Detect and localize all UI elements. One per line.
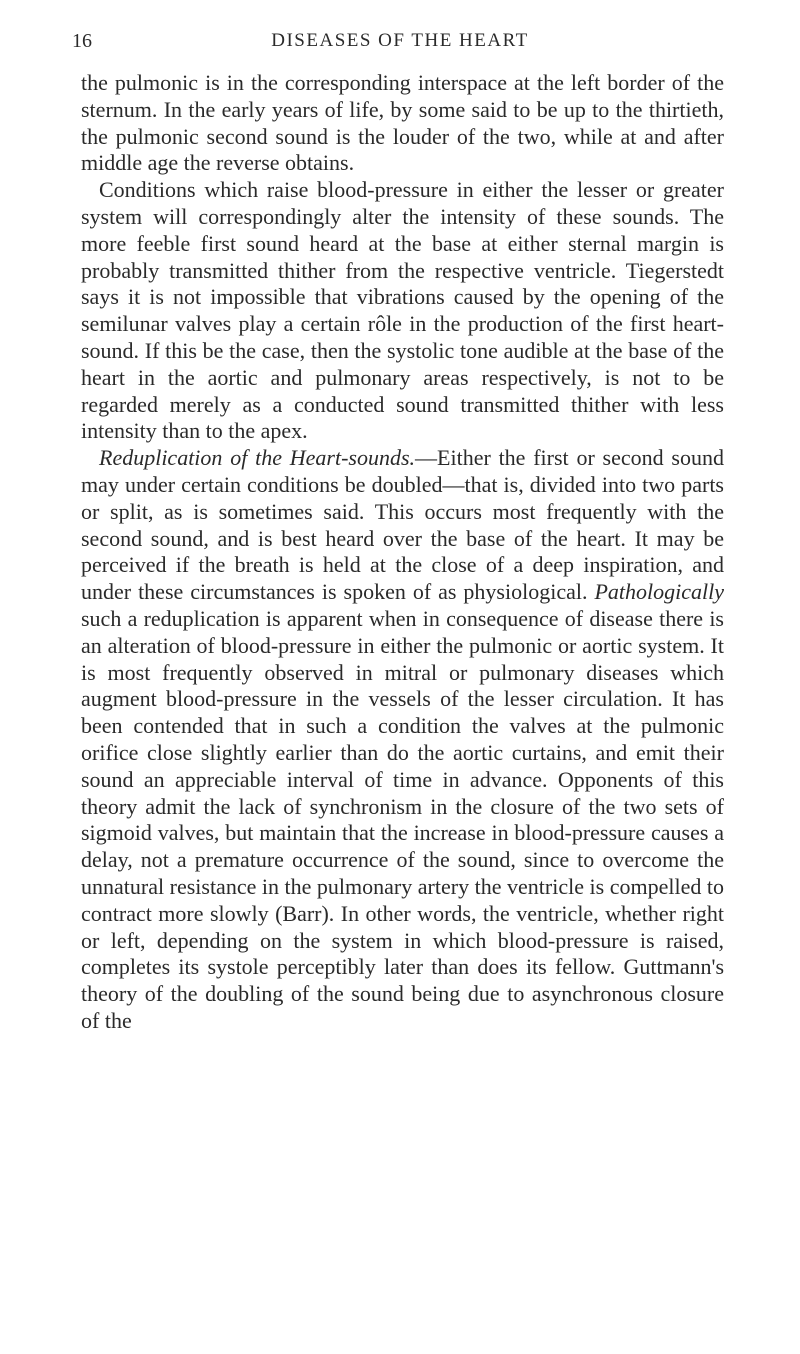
paragraph-reduplication: [81, 445, 724, 1035]
paragraph-continued: the pulmonic is in the corresponding interspace at the left border of the sternum. In the early years of life, by some said to be up to the thirtieth, the pulmonic second sound is the louder of the two, while at and after middle age the reverse obtains.: [81, 70, 724, 176]
emphasis-pathologically: Pathologically: [594, 579, 724, 605]
page-header: [72, 30, 728, 60]
section-heading-reduplication: Reduplication of the Heart-sounds.: [99, 445, 416, 471]
reduplication-text-part-2: such a reduplication is apparent when in consequence of disease there is an alteration of blood-pressure in either the pulmonic or aortic system. It is most frequently observed in mitral or pulmonary diseases which augment blood-pressure in the vessels of the lesser circulation. It has been contended that in such a condition the valves at the pulmonic orifice close slightly earlier than do the aortic curtains, and emit their sound an appreciable interval of time in advance. Opponents of this theory admit the lack of synchronism in the closure of the two sets of sigmoid valves, but maintain that the increase in blood-pressure causes a delay, not a premature occurrence of the sound, since to overcome the unnatural resistance in the pulmonary artery the ventricle is compelled to contract more slowly (Barr). In other words, the ventricle, whether right or left, depending on the system in which blood-pressure is raised, completes its systole perceptibly later than does its fellow. Guttmann's theory of the doubling of the sound being due to asynchronous closure of the: [81, 605, 724, 1033]
page-number: 16: [72, 30, 92, 52]
paragraph-blood-pressure: Conditions which raise blood-pressure in either the lesser or greater system will correspondingly alter the intensity of these sounds. The more feeble first sound heard at the base at either sternal margin is probably transmitted thither from the respective ventricle. Tiegerstedt says it is not impossible that vibrations caused by the opening of the semilunar valves play a certain rôle in the production of the first heart-sound. If this be the case, then the systolic tone audible at the base of the heart in the aortic and pulmonary areas respectively, is not to be regarded merely as a conducted sound transmitted thither with less intensity than to the apex.: [81, 177, 724, 444]
body-text: [81, 70, 724, 1035]
running-head: DISEASES OF THE HEART: [271, 30, 529, 51]
reduplication-text-part-1: —Either the first or second sound may under certain conditions be doubled—that is, divided into two parts or split, as is sometimes said. This occurs most frequently with the second sound, and is best heard over the base of the heart. It may be perceived if the breath is held at the close of a deep inspiration, and under these circumstances is spoken of as physiological.: [81, 445, 724, 605]
